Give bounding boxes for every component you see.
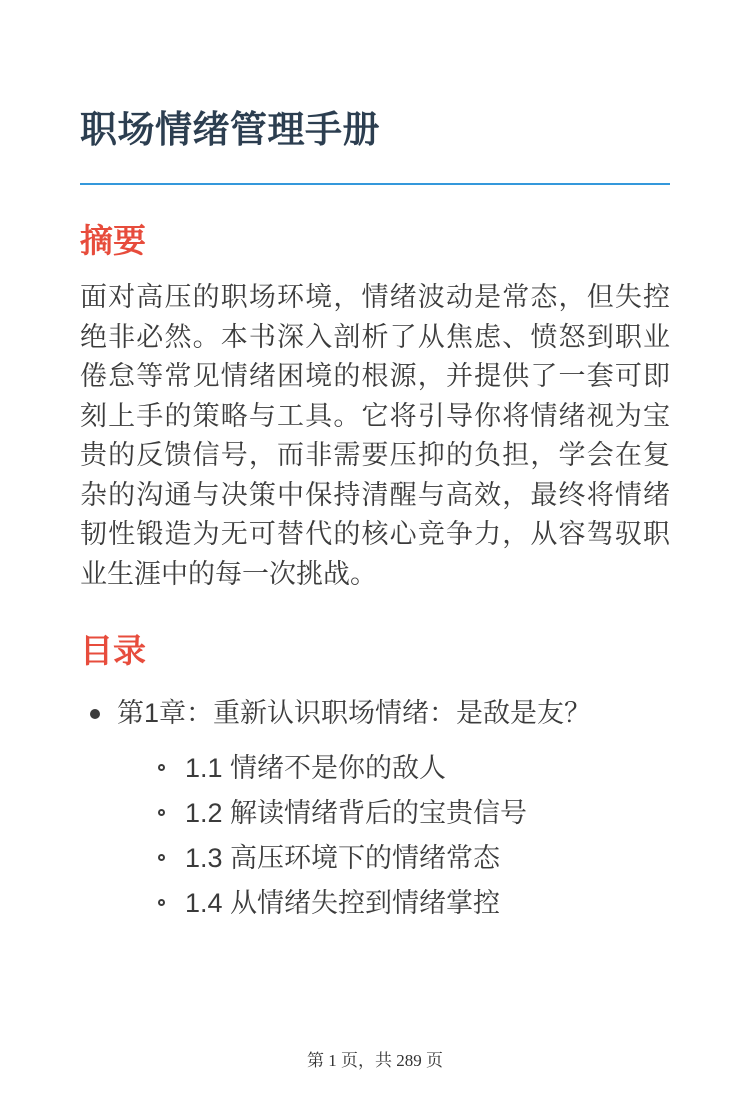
bullet-circle-icon: [158, 764, 165, 771]
abstract-heading: 摘要: [80, 222, 146, 259]
toc-section-label: 1.2 解读情绪背后的宝贵信号: [185, 798, 528, 828]
bullet-disc-icon: [90, 709, 100, 719]
toc-section-item: [117, 794, 670, 833]
toc-chapter-item: [80, 694, 670, 923]
toc-section-item: [117, 884, 670, 923]
page-title: 职场情绪管理手册: [80, 106, 670, 185]
bullet-circle-icon: [158, 899, 165, 906]
toc-sublist: [117, 749, 670, 923]
toc-section-item: [117, 839, 670, 878]
toc-section-label: 1.3 高压环境下的情绪常态: [185, 843, 501, 873]
abstract-paragraph: 面对高压的职场环境，情绪波动是常态，但失控绝非必然。本书深入剖析了从焦虑、愤怒到职业倦怠等常见情绪困境的根源，并提供了一套可即刻上手的策略与工具。它将引导你将情绪视为宝贵的反馈信号，而非需要压抑的负担，学会在复杂的沟通与决策中保持清醒与高效，最终将情绪韧性锻造为无可替代的核心竞争力，从容驾驭职业生涯中的每一次挑战。: [80, 282, 670, 589]
toc-section-label: 1.4 从情绪失控到情绪掌控: [185, 888, 501, 918]
toc-list: [80, 694, 670, 923]
toc-chapter-label: 第1章：重新认识职场情绪：是敌是友？: [117, 698, 592, 728]
toc-section-label: 1.1 情绪不是你的敌人: [185, 753, 447, 783]
bullet-circle-icon: [158, 854, 165, 861]
page-number-footer: 第 1 页，共 289 页: [307, 1051, 443, 1070]
toc-heading: 目录: [80, 632, 146, 669]
toc-section-item: [117, 749, 670, 788]
bullet-circle-icon: [158, 809, 165, 816]
document-page: [0, 106, 750, 1106]
